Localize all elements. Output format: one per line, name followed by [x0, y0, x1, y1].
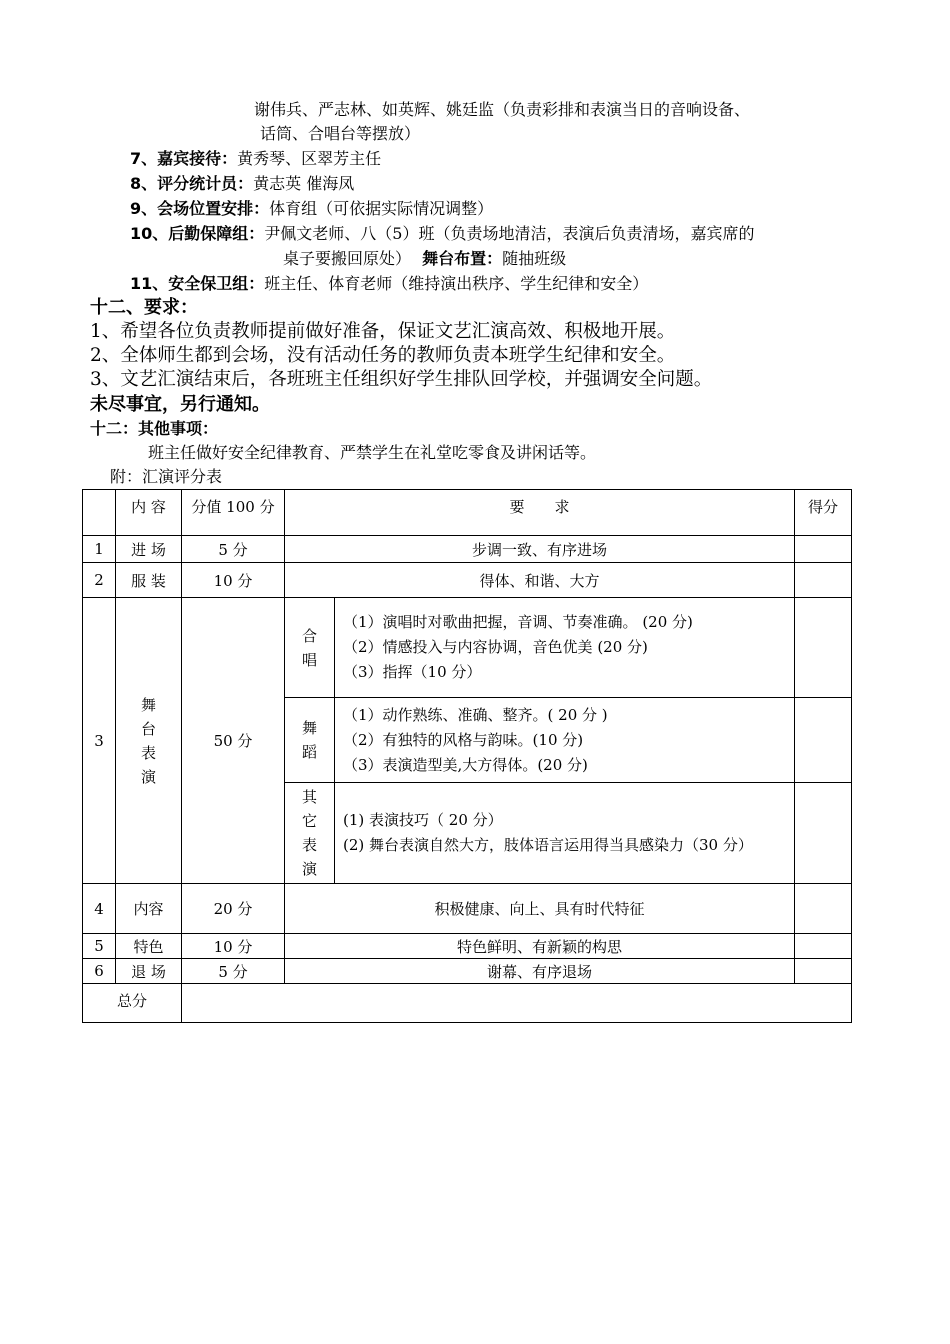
criterion: （1）动作熟练、准确、整齐。( 20 分 ) — [343, 705, 608, 724]
criterion: （3）指挥（10 分） — [343, 663, 482, 681]
item-10-cont — [283, 248, 566, 270]
sub-char: 其 — [301, 788, 317, 806]
row-no: 2 — [83, 563, 116, 598]
other-criteria — [335, 783, 795, 884]
row-score-cell — [795, 598, 852, 698]
row-content: 退 场 — [116, 959, 182, 984]
item-10-value: 尹佩文老师、八（5）班（负责场地清洁，表演后负责清场，嘉宾席的 — [264, 224, 755, 243]
row-requirement: 谢幕、有序退场 — [285, 959, 795, 984]
row-no: 1 — [83, 536, 116, 563]
row-score-cell — [795, 884, 852, 934]
criterion: (2) 舞台表演自然大方，肢体语言运用得当具感染力（30 分） — [343, 836, 753, 854]
stage-no: 3 — [83, 598, 116, 884]
row-content: 进 场 — [116, 536, 182, 563]
total-label: 总分 — [83, 984, 182, 1023]
row-score-cell — [795, 698, 852, 783]
sub-char: 唱 — [301, 650, 317, 669]
stage-char: 表 — [140, 743, 156, 762]
sub-category-dance — [285, 698, 335, 783]
sub-char: 它 — [301, 812, 317, 830]
sub-char: 表 — [301, 836, 317, 854]
row-content: 内容 — [116, 884, 182, 934]
item-11-value: 班主任、体育老师（维持演出秩序、学生纪律和安全） — [264, 274, 649, 293]
row-content: 服 装 — [116, 563, 182, 598]
stage-char: 演 — [140, 767, 156, 786]
row-points: 5 分 — [182, 959, 285, 984]
attachment-label: 附：汇演评分表 — [110, 467, 223, 486]
table-header-row — [83, 490, 852, 536]
item-11-label: 11、安全保卫组： — [130, 274, 265, 293]
row-points: 5 分 — [182, 536, 285, 563]
scoring-table — [82, 489, 852, 1023]
stage-setup-value: 随抽班级 — [502, 249, 567, 268]
row-points: 10 分 — [182, 934, 285, 959]
item-10-cont-text: 桌子要搬回原处） — [283, 249, 412, 268]
staff-line-a: 谢伟兵、严志林、如英辉、姚廷监（负责彩排和表演当日的音响设备、 — [254, 100, 751, 119]
stage-setup-label: 舞台布置： — [422, 249, 503, 268]
item-9 — [130, 198, 493, 220]
staff-line-b: 话筒、合唱台等摆放） — [260, 124, 421, 143]
total-value-cell — [182, 984, 852, 1023]
item-7-value: 黄秀琴、区翠芳主任 — [237, 149, 382, 168]
row-requirement: 积极健康、向上、具有时代特征 — [285, 884, 795, 934]
header-points: 分值 100 分 — [182, 490, 285, 536]
sub-char: 蹈 — [301, 743, 317, 761]
sub-char: 演 — [301, 860, 317, 878]
header-no — [83, 490, 116, 536]
item-7 — [130, 148, 381, 170]
item-10-label: 10、后勤保障组： — [130, 224, 265, 243]
stage-char: 舞 — [140, 695, 156, 714]
item-8-value: 黄志英 催海凤 — [253, 174, 355, 193]
row-no: 5 — [83, 934, 116, 959]
stage-row-chorus — [83, 598, 852, 698]
table-row — [83, 884, 852, 934]
row-requirement: 特色鲜明、有新颖的构思 — [285, 934, 795, 959]
criterion: （2）有独特的风格与韵味。(10 分) — [343, 730, 584, 749]
table-row — [83, 959, 852, 984]
sub-category-other — [285, 783, 335, 884]
table-row — [83, 934, 852, 959]
stage-points: 50 分 — [182, 598, 285, 884]
item-9-value: 体育组（可依据实际情况调整） — [269, 199, 494, 218]
row-content: 特色 — [116, 934, 182, 959]
total-row — [83, 984, 852, 1023]
item-8-label: 8、评分统计员： — [130, 174, 254, 193]
other-text: 班主任做好安全纪律教育、严禁学生在礼堂吃零食及讲闲话等。 — [148, 443, 597, 462]
closing-note: 未尽事宜，另行通知。 — [90, 394, 270, 415]
sub-category-chorus — [285, 598, 335, 698]
stage-char: 台 — [140, 719, 156, 738]
row-no: 4 — [83, 884, 116, 934]
item-8 — [130, 173, 354, 195]
table-row — [83, 563, 852, 598]
row-points: 20 分 — [182, 884, 285, 934]
row-points: 10 分 — [182, 563, 285, 598]
row-score-cell — [795, 934, 852, 959]
requirement-2: 2、全体师生都到会场，没有活动任务的教师负责本班学生纪律和安全。 — [90, 345, 676, 366]
row-requirement: 步调一致、有序进场 — [285, 536, 795, 563]
item-10 — [130, 223, 754, 245]
sub-char: 舞 — [301, 719, 317, 737]
sub-char: 合 — [301, 626, 317, 645]
row-requirement: 得体、和谐、大方 — [285, 563, 795, 598]
table-row — [83, 536, 852, 563]
stage-content — [116, 598, 182, 884]
criterion: (1) 表演技巧（ 20 分） — [343, 811, 503, 829]
dance-criteria — [335, 698, 795, 783]
item-9-label: 9、会场位置安排： — [130, 199, 270, 218]
criterion: （1）演唱时对歌曲把握，音调、节奏准确。 (20 分) — [343, 613, 693, 631]
item-7-label: 7、嘉宾接待： — [130, 149, 238, 168]
row-score-cell — [795, 563, 852, 598]
row-score-cell — [795, 783, 852, 884]
item-11 — [130, 273, 648, 295]
row-score-cell — [795, 959, 852, 984]
row-score-cell — [795, 536, 852, 563]
requirement-3: 3、文艺汇演结束后，各班班主任组织好学生排队回学校，并强调安全问题。 — [90, 369, 713, 390]
header-content: 内 容 — [116, 490, 182, 536]
criterion: （2）情感投入与内容协调，音色优美 (20 分) — [343, 638, 648, 656]
other-heading: 十二：其他事项： — [90, 419, 219, 438]
header-requirement: 要 求 — [285, 490, 795, 536]
requirement-1: 1、希望各位负责教师提前做好准备，保证文艺汇演高效、积极地开展。 — [90, 321, 676, 342]
requirements-heading: 十二、要求： — [90, 297, 198, 318]
row-no: 6 — [83, 959, 116, 984]
header-score: 得分 — [795, 490, 852, 536]
criterion: （3）表演造型美,大方得体。(20 分) — [343, 755, 588, 774]
chorus-criteria — [335, 598, 795, 698]
